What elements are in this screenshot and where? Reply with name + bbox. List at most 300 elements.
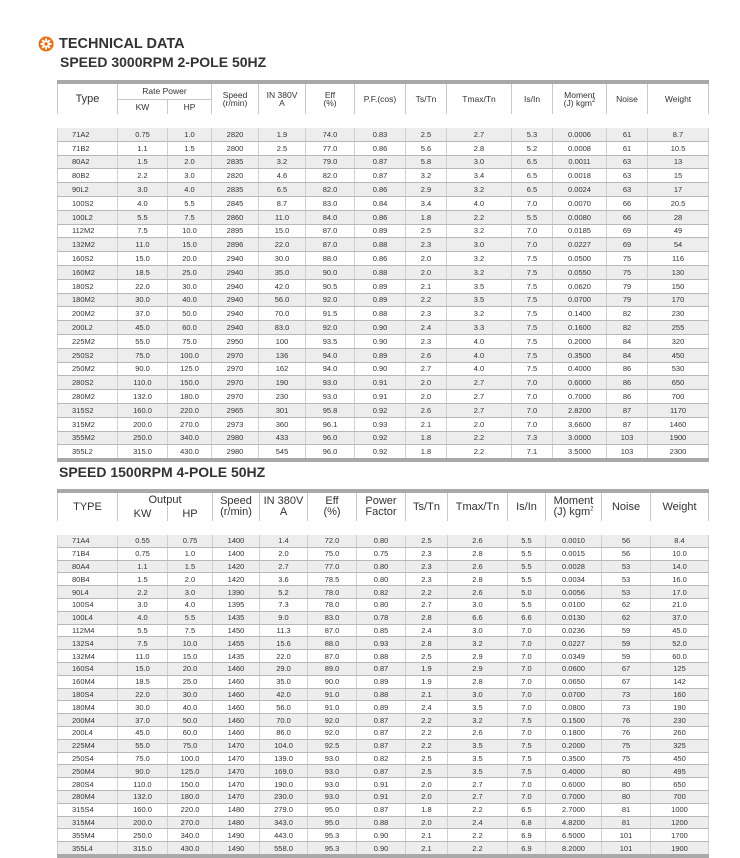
- cell-type: 80B2: [58, 169, 118, 183]
- table-cell: 5.2: [512, 141, 553, 155]
- table-cell: 5.0: [508, 586, 546, 599]
- table-cell: 2.9: [448, 662, 508, 675]
- table-row: [58, 307, 709, 321]
- table-row: [58, 348, 709, 362]
- table-cell: 11.0: [118, 238, 168, 252]
- cell-type: 80A4: [58, 560, 118, 573]
- table-cell: 17: [648, 183, 709, 197]
- table-cell: 7.5: [512, 279, 553, 293]
- table-cell: 1000: [651, 803, 709, 816]
- table-cell: 3.2: [447, 265, 512, 279]
- table-cell: 3.2: [447, 183, 512, 197]
- table-cell: 0.86: [355, 210, 406, 224]
- table-row: [58, 390, 709, 404]
- table-cell: 200.0: [118, 417, 168, 431]
- table-cell: 3.0: [168, 169, 212, 183]
- table-cell: 30.0: [168, 279, 212, 293]
- table-cell: 93.0: [306, 376, 355, 390]
- table-cell: 443.0: [260, 829, 308, 842]
- table-cell: 2.7: [447, 390, 512, 404]
- col-noise: Noise: [602, 491, 651, 521]
- table-cell: 22.0: [118, 279, 168, 293]
- table-cell: 11.0: [118, 650, 168, 663]
- table-cell: 2.8: [406, 637, 448, 650]
- table-cell: 0.55: [118, 535, 168, 547]
- table-row: [58, 238, 709, 252]
- table-cell: 6.5: [512, 155, 553, 169]
- table-cell: 69: [607, 238, 648, 252]
- table-cell: 2.7: [406, 598, 448, 611]
- table-cell: 0.0800: [546, 701, 602, 714]
- table-cell: 66: [607, 210, 648, 224]
- col-tstn: Ts/Tn: [406, 82, 447, 114]
- table-cell: 3.2: [448, 714, 508, 727]
- table-cell: 6.5: [259, 183, 306, 197]
- table-cell: 61: [607, 128, 648, 141]
- table-cell: 1700: [651, 829, 709, 842]
- table-cell: 0.0650: [546, 675, 602, 688]
- table-cell: 75.0: [168, 739, 213, 752]
- cell-type: 280S4: [58, 778, 118, 791]
- table-cell: 7.0: [508, 726, 546, 739]
- cell-type: 160M4: [58, 675, 118, 688]
- table-cell: 94.0: [306, 362, 355, 376]
- table-cell: 90.0: [118, 765, 168, 778]
- table-cell: 1.5: [168, 141, 212, 155]
- table-cell: 7.0: [508, 790, 546, 803]
- table-cell: 125.0: [168, 362, 212, 376]
- table-cell: 83.0: [308, 611, 357, 624]
- table-cell: 2896: [212, 238, 259, 252]
- table-cell: 81: [602, 816, 651, 829]
- table-row: [58, 403, 709, 417]
- table-cell: 4.6: [259, 169, 306, 183]
- table-cell: 2895: [212, 224, 259, 238]
- table-cell: 22.0: [260, 650, 308, 663]
- table-cell: 29.0: [260, 662, 308, 675]
- cell-type: 200L4: [58, 726, 118, 739]
- col-eff: Eff (%): [306, 82, 355, 114]
- table-cell: 7.5: [118, 224, 168, 238]
- table-cell: 2.3: [406, 560, 448, 573]
- table-cell: 700: [648, 390, 709, 404]
- table-cell: 3.6600: [553, 417, 607, 431]
- table-row: [58, 714, 709, 727]
- table-cell: 92.0: [306, 293, 355, 307]
- col-speed: Speed (r/min): [212, 82, 259, 114]
- sync-speed-band: Synchronous Speed 1000 (r/min): [58, 114, 709, 128]
- cell-type: 250M4: [58, 765, 118, 778]
- table-cell: 78.0: [308, 598, 357, 611]
- cell-type: 180S2: [58, 279, 118, 293]
- table-cell: 94.0: [306, 348, 355, 362]
- table-cell: 2.7: [448, 778, 508, 791]
- table-cell: 6.8: [508, 816, 546, 829]
- table-cell: 2.7: [447, 376, 512, 390]
- table-cell: 0.0015: [546, 547, 602, 560]
- table-cell: 2.2: [406, 726, 448, 739]
- table-cell: 2.0: [168, 155, 212, 169]
- table-cell: 1470: [213, 739, 260, 752]
- cell-type: 250S4: [58, 752, 118, 765]
- table-row: [58, 141, 709, 155]
- table-cell: 230: [651, 714, 709, 727]
- table-cell: 88.0: [306, 252, 355, 266]
- table-cell: 0.0008: [553, 141, 607, 155]
- table-row: [58, 334, 709, 348]
- table-cell: 0.80: [357, 560, 406, 573]
- table-cell: 270.0: [168, 417, 212, 431]
- table-cell: 0.0227: [546, 637, 602, 650]
- table-cell: 87.0: [306, 238, 355, 252]
- table-cell: 2.2: [406, 293, 447, 307]
- table-cell: 0.86: [355, 141, 406, 155]
- table-row: [58, 803, 709, 816]
- table-cell: 150.0: [168, 376, 212, 390]
- table-cell: 2.1: [406, 829, 448, 842]
- table-cell: 2.0: [406, 390, 447, 404]
- cell-type: 71B4: [58, 547, 118, 560]
- table-cell: 0.0011: [553, 155, 607, 169]
- table-cell: 7.0: [512, 390, 553, 404]
- table-cell: 7.3: [512, 431, 553, 445]
- table-cell: 255: [648, 321, 709, 335]
- col-pf: Power Factor: [357, 491, 406, 521]
- table-cell: 0.0236: [546, 624, 602, 637]
- cell-type: 132S4: [58, 637, 118, 650]
- col-moment: Moment (J) kgm$^2$: [553, 82, 607, 114]
- table-cell: 79.0: [306, 155, 355, 169]
- table-cell: 35.0: [259, 265, 306, 279]
- table-cell: 40.0: [168, 293, 212, 307]
- table-cell: 1490: [213, 842, 260, 856]
- table-cell: 343.0: [260, 816, 308, 829]
- cell-type: 250S2: [58, 348, 118, 362]
- cell-type: 200M4: [58, 714, 118, 727]
- table-cell: 190: [651, 701, 709, 714]
- table-cell: 82: [607, 307, 648, 321]
- table-cell: 91.0: [308, 688, 357, 701]
- table-cell: 1470: [213, 778, 260, 791]
- table-cell: 60.0: [168, 726, 213, 739]
- table-cell: 130: [648, 265, 709, 279]
- table-cell: 96.0: [306, 445, 355, 460]
- table-cell: 20.0: [168, 252, 212, 266]
- table-cell: 3.0: [118, 598, 168, 611]
- table-cell: 93.0: [306, 390, 355, 404]
- table-cell: 78.5: [308, 573, 357, 586]
- table-cell: 91.5: [306, 307, 355, 321]
- table-cell: 13: [648, 155, 709, 169]
- table-cell: 450: [651, 752, 709, 765]
- table-cell: 160.0: [118, 403, 168, 417]
- table-cell: 72.0: [308, 535, 357, 547]
- spec-table-4pole: [57, 489, 709, 858]
- table-cell: 5.5: [118, 624, 168, 637]
- table-row: [58, 573, 709, 586]
- table-cell: 2.5: [406, 650, 448, 663]
- cell-type: 100S4: [58, 598, 118, 611]
- table-cell: 0.1800: [546, 726, 602, 739]
- table-cell: 21.0: [651, 598, 709, 611]
- table-cell: 2980: [212, 445, 259, 460]
- table-cell: 3.0: [448, 688, 508, 701]
- table-cell: 0.0600: [546, 662, 602, 675]
- table-cell: 75: [607, 265, 648, 279]
- table-cell: 96.0: [306, 431, 355, 445]
- table-row: [58, 252, 709, 266]
- table-cell: 0.0550: [553, 265, 607, 279]
- table-cell: 67: [602, 662, 651, 675]
- table-cell: 79: [607, 279, 648, 293]
- cell-type: 280M2: [58, 390, 118, 404]
- table-cell: 0.80: [357, 573, 406, 586]
- table-cell: 3.5: [448, 765, 508, 778]
- table-cell: 1390: [213, 586, 260, 599]
- table-cell: 230: [259, 390, 306, 404]
- table-cell: 52.0: [651, 637, 709, 650]
- table-cell: 2.1: [406, 842, 448, 856]
- cell-type: 71A2: [58, 128, 118, 141]
- table-cell: 61: [607, 141, 648, 155]
- table-cell: 110.0: [118, 778, 168, 791]
- table-cell: 95.0: [308, 816, 357, 829]
- table-cell: 7.0: [512, 224, 553, 238]
- table-cell: 6.6: [448, 611, 508, 624]
- table-cell: 558.0: [260, 842, 308, 856]
- table-cell: 0.0018: [553, 169, 607, 183]
- table-cell: 53: [602, 573, 651, 586]
- cell-type: 225M2: [58, 334, 118, 348]
- table-cell: 86: [607, 376, 648, 390]
- table-cell: 5.5: [508, 598, 546, 611]
- table-row: [58, 752, 709, 765]
- table-cell: 1400: [213, 547, 260, 560]
- table-cell: 20.0: [168, 662, 213, 675]
- table-cell: 2.9: [448, 650, 508, 663]
- table-cell: 7.5: [512, 252, 553, 266]
- table-cell: 0.75: [118, 547, 168, 560]
- table-cell: 169.0: [260, 765, 308, 778]
- table-cell: 2940: [212, 307, 259, 321]
- table-cell: 82: [607, 321, 648, 335]
- col-type: TYPE: [58, 491, 118, 521]
- cell-type: 280S2: [58, 376, 118, 390]
- table-cell: 2.3: [406, 307, 447, 321]
- table-cell: 63: [607, 169, 648, 183]
- table-cell: 3.5: [447, 279, 512, 293]
- table-cell: 1435: [213, 650, 260, 663]
- table-cell: 8.7: [259, 196, 306, 210]
- table-cell: 3.0: [168, 586, 213, 599]
- table-cell: 2.4: [448, 816, 508, 829]
- table-cell: 650: [648, 376, 709, 390]
- table-cell: 7.0: [508, 662, 546, 675]
- table-cell: 2.2: [118, 169, 168, 183]
- table-cell: 16.0: [651, 573, 709, 586]
- table-cell: 2.2: [448, 803, 508, 816]
- table-cell: 0.0349: [546, 650, 602, 663]
- table-cell: 200.0: [118, 816, 168, 829]
- table-cell: 2.0: [168, 573, 213, 586]
- table-cell: 101: [602, 829, 651, 842]
- table-cell: 2950: [212, 334, 259, 348]
- table-cell: 18.5: [118, 265, 168, 279]
- table-cell: 3.0: [448, 624, 508, 637]
- table-cell: 37.0: [651, 611, 709, 624]
- table-cell: 2.7: [447, 128, 512, 141]
- table-cell: 250.0: [118, 829, 168, 842]
- table-cell: 2.7000: [546, 803, 602, 816]
- table-cell: 0.88: [355, 265, 406, 279]
- table-cell: 80: [602, 778, 651, 791]
- table-cell: 37.0: [118, 307, 168, 321]
- table-row: [58, 842, 709, 856]
- cell-type: 112M4: [58, 624, 118, 637]
- table-row: [58, 790, 709, 803]
- table-cell: 1.5: [118, 573, 168, 586]
- table-cell: 3.2: [447, 307, 512, 321]
- table-cell: 74.0: [306, 128, 355, 141]
- cell-type: 355M2: [58, 431, 118, 445]
- table-cell: 22.0: [259, 238, 306, 252]
- table-cell: 50.0: [168, 714, 213, 727]
- table-cell: 0.4000: [553, 362, 607, 376]
- col-weight: Weight: [648, 82, 709, 114]
- table-cell: 56: [602, 535, 651, 547]
- table-cell: 2.4: [406, 624, 448, 637]
- table-cell: 7.0: [508, 675, 546, 688]
- table-cell: 6.9: [508, 842, 546, 856]
- table-cell: 301: [259, 403, 306, 417]
- table-cell: 2.6: [448, 535, 508, 547]
- table-cell: 59: [602, 637, 651, 650]
- table-row: [58, 586, 709, 599]
- table-cell: 2860: [212, 210, 259, 224]
- table-cell: 62: [602, 598, 651, 611]
- table-cell: 3.5: [448, 752, 508, 765]
- col-eff: Eff (%): [308, 491, 357, 521]
- table-cell: 3.3: [447, 321, 512, 335]
- table-cell: 0.75: [357, 547, 406, 560]
- table-cell: 139.0: [260, 752, 308, 765]
- table-cell: 5.5: [508, 573, 546, 586]
- table-cell: 2.4: [406, 321, 447, 335]
- cell-type: 355M4: [58, 829, 118, 842]
- table-cell: 11.3: [260, 624, 308, 637]
- table-cell: 77.0: [306, 141, 355, 155]
- table-cell: 5.5: [508, 560, 546, 573]
- cell-type: 80B4: [58, 573, 118, 586]
- table-cell: 0.88: [355, 238, 406, 252]
- table-row: [58, 128, 709, 141]
- table-cell: 7.5: [512, 321, 553, 335]
- cell-type: 71A4: [58, 535, 118, 547]
- table-cell: 6.9: [508, 829, 546, 842]
- table-cell: 56.0: [260, 701, 308, 714]
- table-cell: 15.0: [168, 650, 213, 663]
- table-cell: 495: [651, 765, 709, 778]
- col-rate-power: Rate Power: [118, 82, 212, 100]
- table-cell: 0.7000: [553, 390, 607, 404]
- table-cell: 81: [602, 803, 651, 816]
- cell-type: 160S4: [58, 662, 118, 675]
- table-cell: 49: [648, 224, 709, 238]
- table-cell: 7.0: [508, 624, 546, 637]
- table-cell: 260: [651, 726, 709, 739]
- table-cell: 0.91: [355, 390, 406, 404]
- table-cell: 2.3: [406, 334, 447, 348]
- col-speed: Speed (r/min): [213, 491, 260, 521]
- table-row: [58, 293, 709, 307]
- table-cell: 2.0: [406, 252, 447, 266]
- table-cell: 340.0: [168, 431, 212, 445]
- col-tstn: Ts/Tn: [406, 491, 448, 521]
- cell-type: 315S4: [58, 803, 118, 816]
- table-row: [58, 224, 709, 238]
- table-cell: 2970: [212, 362, 259, 376]
- table-cell: 2.7: [260, 560, 308, 573]
- table-cell: 79: [607, 293, 648, 307]
- table-cell: 18.5: [118, 675, 168, 688]
- table-cell: 77.0: [308, 560, 357, 573]
- col-tmaxtn: Tmax/Tn: [447, 82, 512, 114]
- table-cell: 5.3: [512, 128, 553, 141]
- table-cell: 0.92: [355, 445, 406, 460]
- table-cell: 2820: [212, 128, 259, 141]
- table-cell: 0.0024: [553, 183, 607, 197]
- table-cell: 84: [607, 334, 648, 348]
- cell-type: 112M2: [58, 224, 118, 238]
- col-in380: IN 380V A: [259, 82, 306, 114]
- table-cell: 7.0: [512, 417, 553, 431]
- table-cell: 63: [607, 155, 648, 169]
- table-cell: 3.4: [406, 196, 447, 210]
- table-cell: 50.0: [168, 307, 212, 321]
- table-cell: 45.0: [118, 321, 168, 335]
- table-cell: 2.2: [406, 586, 448, 599]
- table-cell: 45.0: [651, 624, 709, 637]
- table-cell: 0.87: [357, 765, 406, 778]
- table-cell: 8.7: [648, 128, 709, 141]
- table-cell: 0.89: [355, 348, 406, 362]
- table-cell: 0.93: [357, 637, 406, 650]
- table-cell: 2.0: [406, 376, 447, 390]
- table-cell: 73: [602, 701, 651, 714]
- table-cell: 220.0: [168, 403, 212, 417]
- table-cell: 62: [602, 611, 651, 624]
- table-cell: 2.8: [406, 611, 448, 624]
- table-cell: 5.6: [406, 141, 447, 155]
- table-cell: 0.93: [355, 417, 406, 431]
- table-cell: 5.5: [168, 611, 213, 624]
- table-row: [58, 169, 709, 183]
- col-type: Type: [58, 82, 118, 114]
- table-cell: 0.87: [357, 714, 406, 727]
- table-cell: 67: [602, 675, 651, 688]
- table-cell: 1455: [213, 637, 260, 650]
- table-cell: 3.2: [447, 224, 512, 238]
- table-cell: 7.5: [118, 637, 168, 650]
- cell-type: 315S2: [58, 403, 118, 417]
- cell-type: 250M2: [58, 362, 118, 376]
- table-cell: 0.6000: [553, 376, 607, 390]
- table-cell: 6.5: [512, 169, 553, 183]
- table-row: [58, 547, 709, 560]
- table-cell: 1460: [213, 662, 260, 675]
- table-cell: 2.2: [448, 842, 508, 856]
- table-cell: 2.6: [448, 586, 508, 599]
